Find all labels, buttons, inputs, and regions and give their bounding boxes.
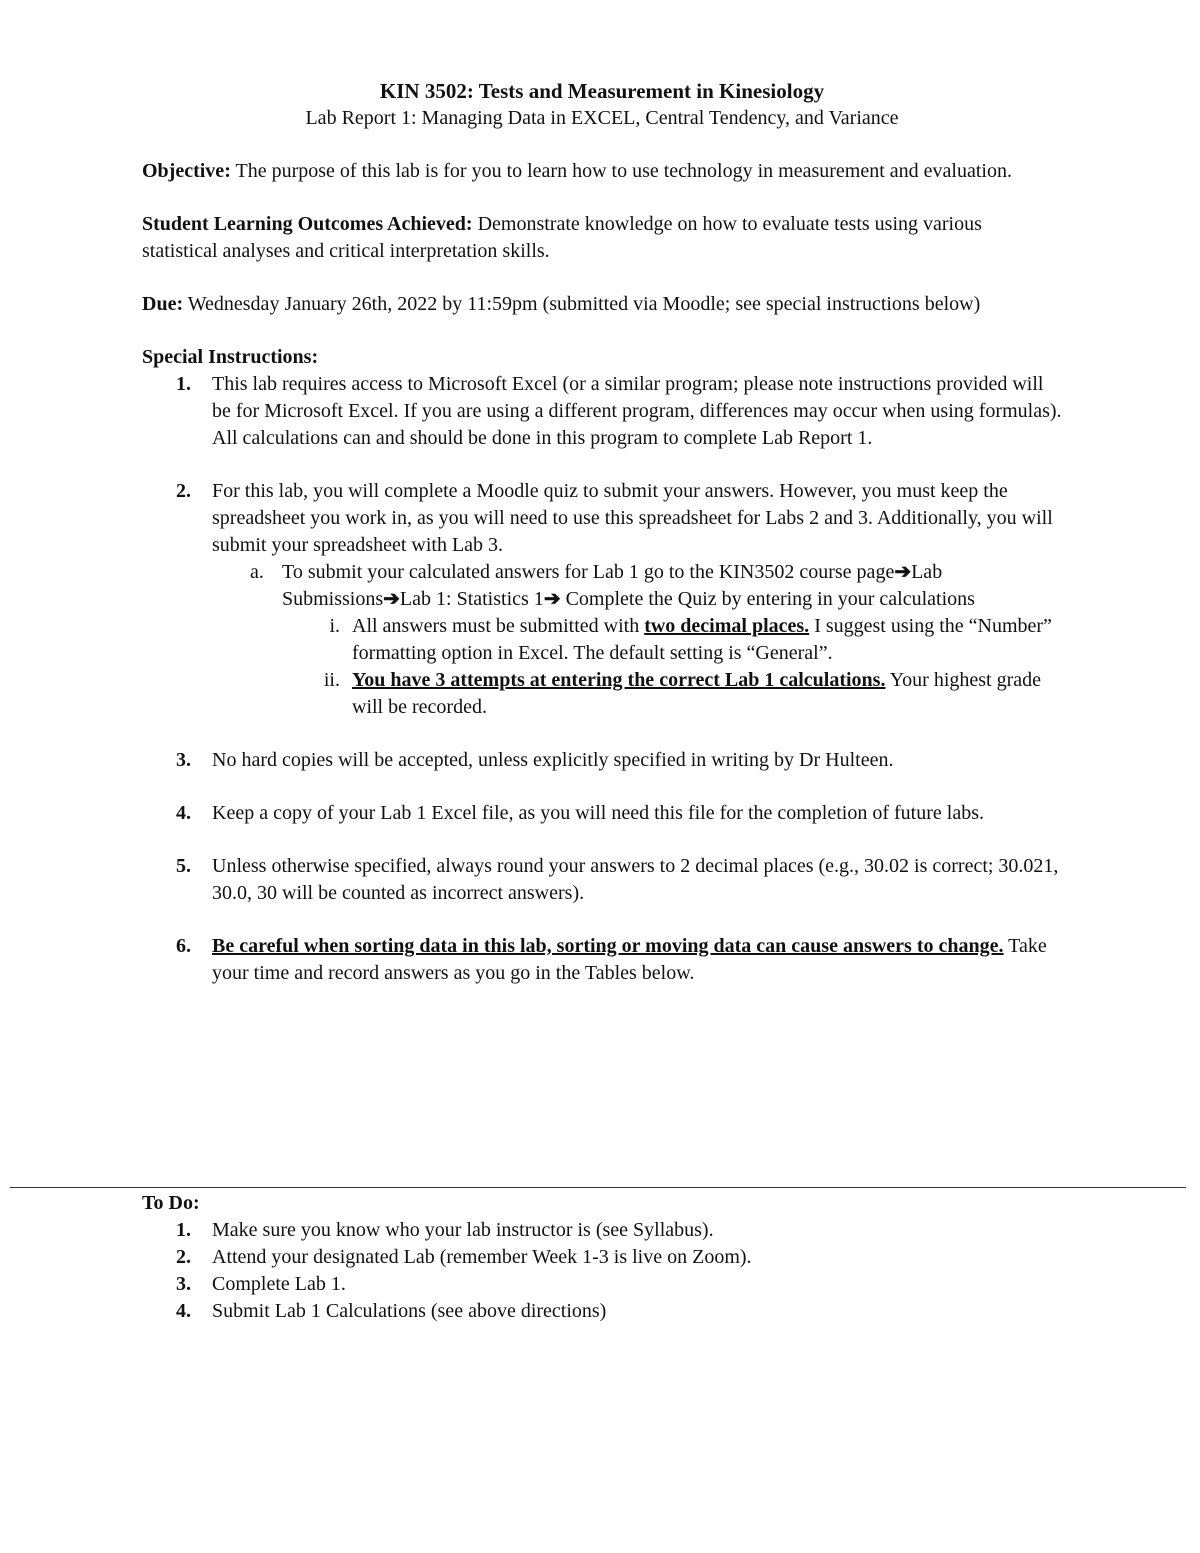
list-item-text: This lab requires access to Microsoft Excel (or a similar program; please note instructions provided will be for Microsoft Excel. If you are using a different program, differences may occur when using formulas). All calculations can and should be done in this program to complete Lab Report 1. [212, 373, 1062, 449]
sub-item-text-part2: Lab Submissions [282, 561, 943, 610]
list-item [142, 1271, 1062, 1298]
list-item [142, 747, 1062, 774]
list-item-text: Make sure you know who your lab instructor is (see Syllabus). [212, 1219, 714, 1241]
special-instructions-list [142, 371, 1062, 987]
list-item-text: For this lab, you will complete a Moodle quiz to submit your answers. However, you must keep the spreadsheet you work in, as you will need to use this spreadsheet for Labs 2 and 3. Additionally, you will submit your spreadsheet with Lab 3. [212, 480, 1053, 556]
due-paragraph [142, 291, 1062, 318]
objective-label: Objective: [142, 160, 231, 182]
list-item [142, 800, 1062, 827]
sub-list-letter: a. [250, 561, 264, 583]
list-item-text: Take your time and record answers as you go in the Tables below. [212, 935, 1047, 984]
list-number: 6. [176, 935, 191, 957]
list-number: 3. [176, 1273, 191, 1295]
sub-sub-text-post: Your highest grade will be recorded. [352, 669, 1041, 718]
roman-numeral: i. [329, 615, 340, 637]
objective-paragraph [142, 158, 1062, 185]
outcomes-text: Demonstrate knowledge on how to evaluate tests using various statistical analyses and critical interpretation skills. [142, 213, 982, 262]
right-arrow-icon: ➔ [543, 588, 561, 610]
emphasis-text: Be careful when sorting data in this lab, sorting or moving data can cause answers to change. [212, 935, 1004, 957]
due-text: Wednesday January 26th, 2022 by 11:59pm (submitted via Moodle; see special instructions below) [183, 293, 981, 315]
list-item [142, 853, 1062, 907]
list-item-text: Unless otherwise specified, always round your answers to 2 decimal places (e.g., 30.02 is correct; 30.021, 30.0, 30 will be counted as incorrect answers). [212, 855, 1059, 904]
sub-sub-text-pre: All answers must be submitted with [352, 615, 645, 637]
todo-section [142, 1190, 1062, 1325]
sub-sub-list-item [282, 613, 1062, 667]
sub-item-text-part3: Lab 1: Statistics 1 [399, 588, 544, 610]
list-item-text: Complete Lab 1. [212, 1273, 346, 1295]
list-item [142, 478, 1062, 721]
special-instructions-heading: Special Instructions: [142, 346, 319, 368]
list-item [142, 1217, 1062, 1244]
right-arrow-icon: ➔ [383, 588, 400, 610]
list-number: 5. [176, 855, 191, 877]
sub-sub-list-item [282, 667, 1062, 721]
list-number: 3. [176, 749, 191, 771]
list-item-text: No hard copies will be accepted, unless explicitly specified in writing by Dr Hulteen. [212, 749, 894, 771]
list-item [142, 933, 1062, 987]
list-item [142, 1244, 1062, 1271]
list-number: 2. [176, 1246, 191, 1268]
list-number: 4. [176, 802, 191, 824]
emphasis-text: two decimal places. [644, 615, 810, 637]
outcomes-paragraph [142, 211, 1062, 265]
emphasis-text: You have 3 attempts at entering the correct Lab 1 calculations. [352, 669, 886, 691]
list-number: 4. [176, 1300, 191, 1322]
todo-heading: To Do: [142, 1192, 200, 1214]
document-subtitle: Lab Report 1: Managing Data in EXCEL, Central Tendency, and Variance [305, 107, 899, 129]
sub-list-item [212, 559, 1062, 721]
roman-numeral: ii. [323, 669, 340, 691]
right-arrow-icon: ➔ [894, 561, 912, 583]
document-body [142, 78, 1062, 987]
todo-list [142, 1217, 1062, 1325]
sub-sub-text-post: I suggest using the “Number” formatting option in Excel. The default setting is “General”. [352, 615, 1052, 664]
sub-item-text-part1: To submit your calculated answers for Lab 1 go to the KIN3502 course page [282, 561, 895, 583]
due-label: Due: [142, 293, 184, 315]
list-number: 1. [176, 1219, 191, 1241]
horizontal-divider [10, 1187, 1186, 1188]
outcomes-label: Student Learning Outcomes Achieved: [142, 213, 473, 235]
document-title: KIN 3502: Tests and Measurement in Kinesiology [379, 79, 825, 103]
list-item-text: Attend your designated Lab (remember Week 1-3 is live on Zoom). [212, 1246, 752, 1268]
objective-text: The purpose of this lab is for you to learn how to use technology in measurement and evaluation. [230, 160, 1012, 182]
list-item [142, 371, 1062, 452]
list-item [142, 1298, 1062, 1325]
list-number: 2. [176, 480, 191, 502]
sub-item-text-part4: Complete the Quiz by entering in your calculations [560, 588, 975, 610]
list-number: 1. [176, 373, 191, 395]
list-item-text: Submit Lab 1 Calculations (see above directions) [212, 1300, 607, 1322]
list-item-text: Keep a copy of your Lab 1 Excel file, as you will need this file for the completion of future labs. [212, 802, 984, 824]
